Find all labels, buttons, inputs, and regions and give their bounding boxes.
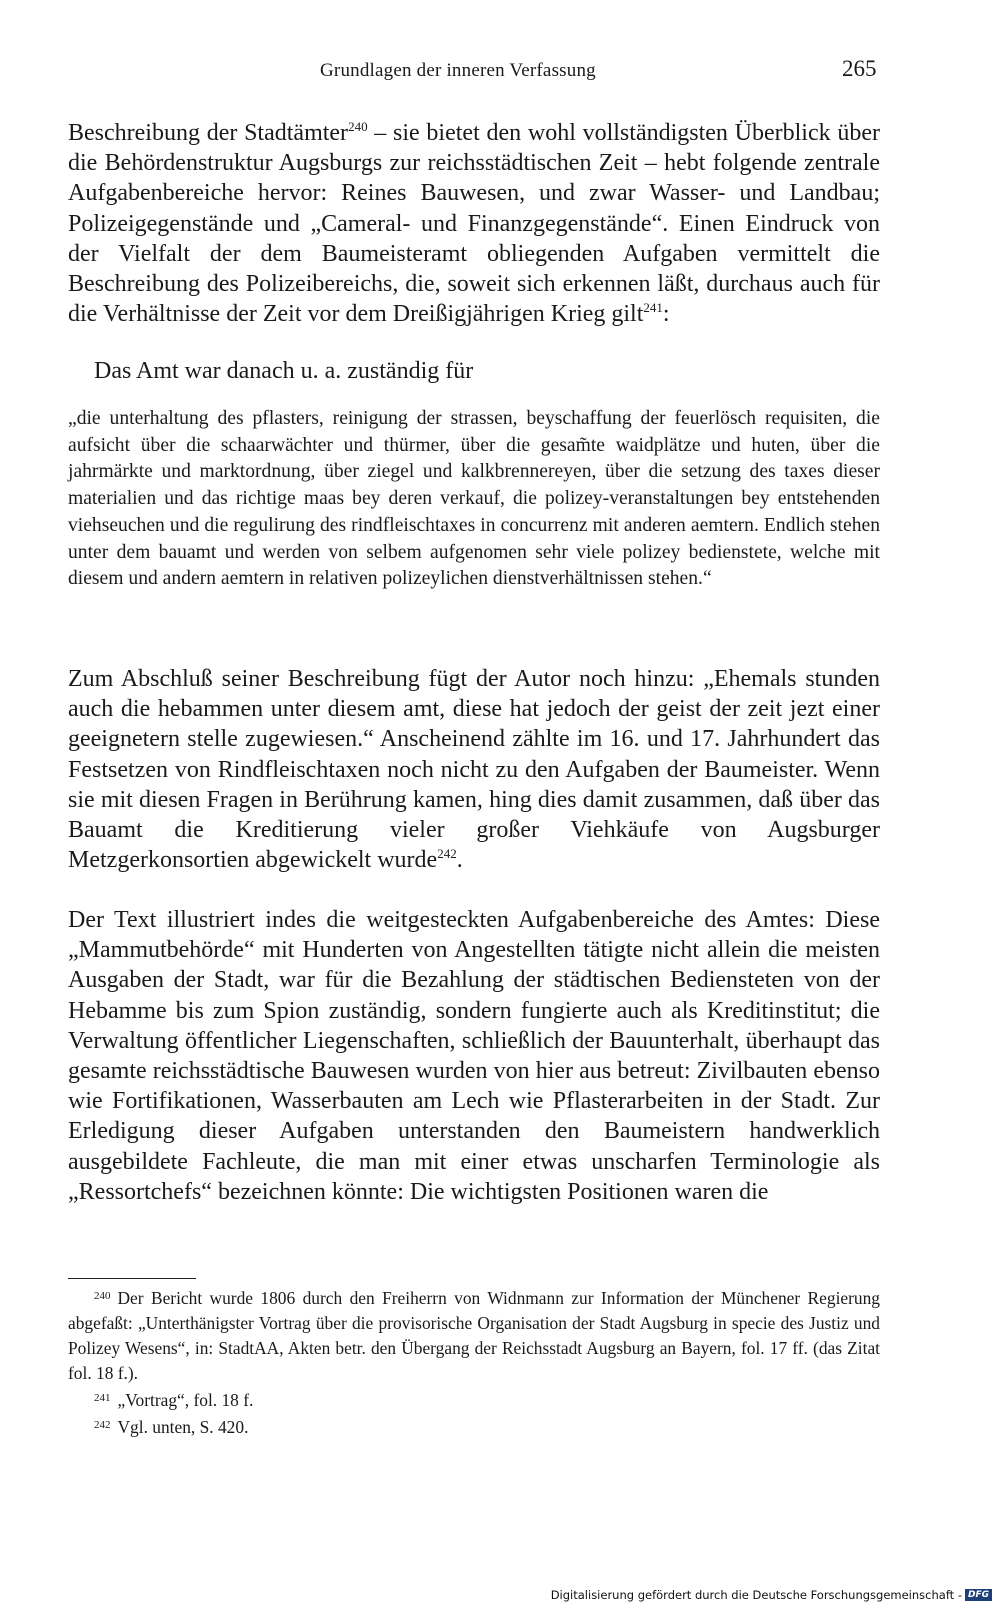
footnote-text: Der Bericht wurde 1806 durch den Freiherrn von Widnmann zur Information der Münchener Regierung abgefaßt: „Unterthänigster Vortrag über die provisorische Organisation der Stadt Augsburg in specie des Justiz und Polizey Wesens“, in: StadtAA, Akten betr. den Übergang der Reichsstadt Augsburg an Bayern, fol. 17 ff. (das Zitat fol. 18 f.). <box>68 1288 880 1383</box>
paragraph-1b-text: Das Amt war danach u. a. zuständig für <box>94 358 474 384</box>
footnote-number: 241 <box>94 1392 111 1404</box>
paragraph-2-text: Zum Abschluß seiner Beschreibung fügt der Autor noch hinzu: „Ehemals stunden auch die hebammen unter diesem amt, diese hat jedoch der geist der zeit jezt einer geeignetern stelle zugewiesen.“ Anscheinend zählte im 16. und 17. Jahrhundert das Festsetzen von Rindfleischtaxen noch nicht zu den Aufgaben der Baumeister. Wenn sie mit diesen Fragen in Berührung kamen, hing dies damit zusammen, daß über das Bauamt die Kreditierung vieler großer Viehkäufe von Augsburger Metzgerkonsortien abgewickelt wurde <box>68 666 880 874</box>
running-head <box>0 58 1000 88</box>
footnote-242 <box>68 1413 880 1440</box>
running-title: Grundlagen der inneren Verfassung <box>320 60 596 81</box>
footnote-ref-241[interactable]: 241 <box>643 300 663 316</box>
footnote-number: 242 <box>94 1419 111 1431</box>
block-quote: „die unterhaltung des pflasters, reinigung der strassen, beyschaffung der feuerlösch requisiten, die aufsicht über die schaarwächter und thürmer, über die gesam̃te waidplätze und huten, über die jahrmärkte und marktordnung, über ziegel und kalkbrennereyen, über die setzung des taxes dieser materialien und das richtige maas bey deren verkauf, die polizey-veranstaltungen bey entstehenden viehseuchen und die regulirung des rindfleischtaxes in concurrenz mit anderen aemtern. Endlich stehen unter dem bauamt und werden von selbem aufgenomen sehr viele polizey bedienstete, welche mit diesem und andern aemtern in relativen polizeylichen dienstverhältnissen stehen.“ <box>68 408 880 590</box>
footnote-ref-242[interactable]: 242 <box>437 846 457 862</box>
footnote-text: Vgl. unten, S. 420. <box>117 1417 249 1437</box>
digitization-credit <box>551 1587 992 1603</box>
paragraph-1 <box>68 118 880 329</box>
footnote-240 <box>68 1284 880 1386</box>
paragraph-2-end: . <box>456 847 463 874</box>
footnotes <box>68 1284 880 1440</box>
paragraph-3: Der Text illustriert indes die weitgesteckten Aufgabenbereiche des Amtes: Diese „Mammutbehörde“ mit Hunderten von Angestellten tätigte nicht allein die meisten Ausgaben der Stadt, war für die Bezahlung der städtischen Bediensteten von der Hebamme bis zum Spion zuständig, sondern fungierte auch als Kreditinstitut; die Verwaltung öffentlicher Liegenschaften, schließlich der Bauunterhalt, überhaupt das gesamte reichsstädtische Bauwesen wurden von hier aus betreut: Zivilbauten ebenso wie Fortifikationen, Wasserbauten am Lech wie Pflasterarbeiten in der Stadt. Zur Erledigung dieser Aufgaben unterstanden den Baumeistern handwerklich ausgebildete Fachleute, die man mit einer etwas unscharfen Terminologie als „Ressortchefs“ bezeichnen könnte: Die wichtigsten Positionen waren die <box>68 907 880 1205</box>
page-number: 265 <box>842 56 877 81</box>
paragraph-1-text-a: Beschreibung der Stadtämter <box>68 120 349 146</box>
footnote-number: 240 <box>94 1290 111 1302</box>
credit-text: Digitalisierung gefördert durch die Deutsche Forschungsgemeinschaft - <box>550 1588 962 1602</box>
paragraph-2 <box>68 664 880 875</box>
footnote-ref-240[interactable]: 240 <box>348 119 368 134</box>
paragraph-1-text-b: – sie bietet den wohl vollständigsten Überblick über die Behördenstruktur Augsburgs zur reichsstädtischen Zeit – hebt folgende zentrale Aufgabenbereiche hervor: Reines Bauwesen, und zwar Wasser- und Landbau; Polizeigegenstände und „Cameral- und Finanzgegenstände“. Einen Eindruck von der Vielfalt der dem Baumeisteramt obliegenden Aufgaben vermittelt die Beschreibung des Polizeibereichs, die, soweit sich erkennen läßt, durchaus auch für die Verhältnisse der Zeit vor dem Dreißigjährigen Krieg gilt <box>68 120 881 328</box>
footnote-241 <box>68 1386 880 1413</box>
paragraph-1b <box>68 356 880 386</box>
footnote-text: „Vortrag“, fol. 18 f. <box>117 1390 254 1410</box>
paragraph-1-text-c: : <box>662 301 670 328</box>
footnote-divider <box>68 1278 196 1279</box>
dfg-logo-icon: DFG <box>965 1589 992 1601</box>
